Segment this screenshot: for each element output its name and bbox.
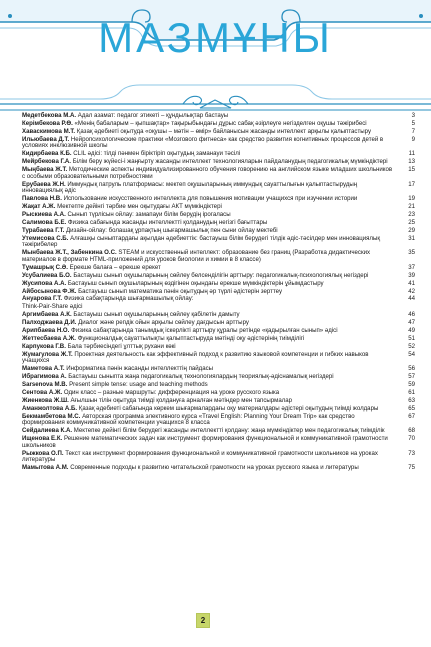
entry-title: Think-Pair-Share әдісі (22, 303, 83, 311)
entry-title: Сынып түрлісын ойлау: замапауи білім берудің ірогаласы (67, 211, 231, 219)
entry-title: Один класс – разные маршруты: дифференциация на уроке русского языка (63, 388, 280, 396)
entry-author: Мамытова А.М. (22, 464, 69, 472)
toc-entry (22, 451, 415, 464)
entry-title: Физика сабақтарында шығармашылық ойлау: (63, 295, 194, 303)
entry-page: 23 (408, 211, 415, 219)
entry-author: Усубалиева Б.О. (22, 271, 72, 279)
entry-page: 11 (408, 150, 415, 158)
entry-title: Бастауыш сынып оқушыларының өздігінен оқындағы ерекше мүмкіндіктерін ұйымдастыру (67, 279, 324, 287)
toc-entry (22, 159, 415, 166)
entry-page: 35 (408, 249, 415, 257)
entry-author: Ануарова Г.Т. (22, 295, 63, 303)
entry-title: Ерекше балаға – ерекше ерекет (69, 263, 161, 271)
entry-page: 47 (408, 319, 415, 327)
entry-page: 42 (408, 287, 415, 295)
page-number: 2 (196, 613, 210, 628)
entry-page: 25 (408, 218, 415, 226)
toc-entry (22, 129, 415, 136)
toc-entry (22, 182, 415, 195)
entry-title: Ағылшын тілін оқытуда тиімді қолдануға арналған мәтіндер мен тапсырмалар (70, 396, 293, 404)
entry-title: Алғашқы сыныптардағы ақылдан әдебиеттік: бастауыш білім берудегі тілдік әдіс-тәсілдер мен инновациялық тәжірибелер (22, 234, 381, 249)
entry-author: Ибрагимова А. (22, 373, 67, 381)
toc-entry (22, 382, 415, 389)
toc-entry (22, 281, 415, 288)
toc-entry (22, 414, 415, 427)
entry-page: 49 (408, 327, 415, 334)
toc-entry (22, 320, 415, 327)
entry-author: Хаваскимова М.Т. (22, 127, 76, 135)
toc-entry (22, 228, 415, 235)
entry-page: 29 (408, 226, 415, 234)
entry-page: 63 (408, 396, 415, 404)
entry-title: Текст как инструмент формирования функциональной и коммуникативной грамотности школьников на уроках литературы (22, 449, 378, 464)
toc-entry (22, 304, 415, 311)
entry-title: Физика сабақтарында танымдық іскерлікті арттыру құралы ретінде «қадырылған сынып» әдісі (71, 327, 338, 334)
entry-page: 59 (408, 381, 415, 389)
entry-page: 9 (411, 135, 415, 143)
entry-title: CLIL әдісі: тілді пәнмен біріктіріп оқытудың заманауи тәсілі (73, 150, 241, 158)
entry-author: Сейдалиева К.А. (22, 427, 73, 435)
entry-author: Утемисова С.Б. (22, 234, 69, 242)
entry-page: 15 (408, 166, 415, 174)
toc-entry (22, 273, 415, 280)
entry-title: Методические аспекты индивидуализированного обучения говорению на английском языке младших школьников с особыми образовательными потребностями (22, 166, 393, 180)
entry-title: Дизайн-ойлау: болашақ ұрпақтың шығармашылық пен сыни ойлау мектебі (66, 226, 278, 234)
entry-title: Авторская программа элективного курса «Travel English: Planning Your Dream Trip» как средство формирования коммуникативной компетенции учащихся 8 класса (22, 412, 355, 427)
toc-entry (22, 374, 415, 381)
entry-author: Карпукова Г.В. (22, 342, 66, 350)
entry-page: 67 (408, 412, 415, 420)
entry-page: 68 (408, 427, 415, 435)
toc-entry (22, 336, 415, 343)
entry-title: Использование искусственного интеллекта для повышения мотивации учащихся при изучении истории (63, 195, 358, 203)
entry-page: 44 (408, 295, 415, 303)
toc-entry (22, 204, 415, 211)
entry-author: Керімбекова Р.Ө. (22, 119, 73, 127)
entry-author: Рыскиева А.А. (22, 211, 66, 219)
entry-title: Функционалдық сауаттылықты қалыптастыруда мәтінді оқу әдістерінің тиімділігі (77, 334, 305, 342)
entry-title: Решение математических задач как инструмент формирования функциональной и коммуникативной грамотности школьников (22, 435, 388, 449)
entry-page: 41 (408, 279, 415, 287)
toc-entry (22, 390, 415, 397)
entry-page: 7 (411, 127, 415, 135)
entry-author: Сентова А.Ж. (22, 388, 63, 396)
table-of-contents (22, 113, 415, 473)
entry-title: Бастауыш сынып оқушыларының сөйлеу қабілетін дамыту (73, 311, 240, 319)
toc-entry (22, 344, 415, 351)
entry-author: Рыжкова О.П. (22, 449, 64, 457)
toc-entry (22, 428, 415, 435)
entry-title: Проектная деятельность как эффективный подход к развитию языковой компетенции и гибких навыков учащихся (22, 350, 369, 365)
entry-author: Маметова А.Т. (22, 365, 65, 373)
entry-author: Тұмашрық С.Ә. (22, 263, 68, 271)
toc-entry (22, 328, 415, 335)
entry-title: Бала тәрбиесіндегі ұлттық рухани көкі (67, 342, 176, 350)
entry-author: Жеттесбаева А.Ж. (22, 334, 76, 342)
toc-entry (22, 296, 415, 303)
entry-author: Мынбаева Ж.Т., Забенкина О.С. (22, 249, 117, 257)
entry-author: Турабаева Г.Т. (22, 226, 65, 234)
toc-entry (22, 265, 415, 272)
toc-entry (22, 236, 415, 249)
entry-page: 70 (408, 435, 415, 443)
toc-entry (22, 220, 415, 227)
toc-entry (22, 250, 415, 263)
entry-title: Адал азамат: педагог этикеті – құндылықтар бастауы (77, 112, 229, 119)
entry-title: Диалог және репдік ойын арқылы сөйлеу дағдысын арттыру (78, 319, 249, 327)
entry-author: Медетбекова М.А. (22, 112, 77, 119)
entry-author: Аргимбаева А.К. (22, 311, 72, 319)
entry-author: Ерубаева Ж.Н. (22, 180, 66, 188)
entry-page: 39 (408, 271, 415, 279)
entry-page: 19 (408, 195, 415, 203)
entry-page: 37 (408, 263, 415, 271)
entry-author: Мыңбаева Ж.Т. (22, 166, 68, 174)
toc-entry (22, 289, 415, 296)
entry-title: Мектепке дейінгі білім берудегі жасанды интеллектті қолдану: жаңа мүмкіндіктер мен педагогикалық тиімділік (73, 427, 385, 435)
entry-author: Бекмамбетова М.С. (22, 412, 81, 420)
toc-entry (22, 137, 415, 150)
entry-author: Арипбаева Н.О. (22, 327, 70, 334)
entry-title: Нейропсихологические практики «Мозгового фитнеса» как средство развития когнитивных процессов детей в условиях инклюзивной школы (22, 135, 384, 150)
toc-entry (22, 121, 415, 128)
entry-page: 13 (408, 158, 415, 166)
entry-title: Білім беру жүйесі-і жаңғырту жасанды интеллект технологияларын пайдаланудың педагогикалық мүмкіндіктері (72, 158, 388, 166)
entry-title: Бастауыш сынып математика пәнін оқытудың әр түрлі әдістерін зерттеу (78, 287, 283, 295)
entry-title: STEAM и искусственный интеллект: образование без границ (Разработка дидактических материалов в формате HTML-приложений для уроков биологии и химии в 8 классе) (22, 249, 371, 263)
entry-author: Кидирбаева К.Б. (22, 150, 72, 158)
entry-author: Жақат А.Ж. (22, 203, 56, 211)
toc-entry (22, 312, 415, 319)
entry-title: Қазақ әдебиеті сабағында көркем шығармалардағы оқу материалдары әдістері оқытудың тиімді жолдары (78, 404, 379, 412)
toc-entry (22, 465, 415, 472)
entry-page: 61 (408, 388, 415, 396)
toc-entry (22, 151, 415, 158)
entry-title: Информатика пәнін жасанды интеллекттің пайдасы (66, 365, 214, 373)
entry-title: Физика сабағында жасанды интеллектті қолданудың негізгі бағыттары (67, 218, 268, 226)
entry-title: Мектепте дейінгі тәрбие мен оқытудағы АКТ мүмкіндіктері (57, 203, 222, 211)
toc-entry (22, 406, 415, 413)
entry-author: Мейрбекова Г.А. (22, 158, 72, 166)
entry-author: Ищенова Е.К. (22, 435, 63, 443)
entry-page: 17 (408, 180, 415, 188)
entry-author: Жумагулова Ж.Т. (22, 350, 73, 358)
entry-author: Павлова Н.В. (22, 195, 62, 203)
entry-author: Палходжаева Д.И. (22, 319, 77, 327)
entry-author: Жиенкова Ж.Ш. (22, 396, 69, 404)
entry-title: «Менің бабаларым – қыпшақтар» тақырыбындағы дұрыс сабақ әзірлеуге негізделген оқушы тәжірибесі (74, 119, 367, 127)
toc-entry (22, 398, 415, 405)
entry-author: Аманжолтова А.Б. (22, 404, 78, 412)
entry-title: Қазақ әдебиеті оқытуда «оқушы – мәтін – өмір» байланысын жасанды интеллект арқылы қалыптастыру (76, 127, 372, 135)
entry-page: 3 (411, 112, 415, 119)
entry-page: 5 (411, 119, 415, 127)
entry-page: 31 (408, 234, 415, 242)
toc-entry (22, 113, 415, 120)
toc-entry (22, 196, 415, 203)
entry-page: 57 (408, 373, 415, 381)
entry-page: 51 (408, 334, 415, 342)
entry-title: Бастауыш сыныпта жаңа педагогикалық технологиялардың теориялық-әдіснамалық негіздері (68, 373, 334, 381)
entry-title: Современные подходы к развитию читательской грамотности на уроках русского языка и литературы (70, 464, 359, 472)
toc-entry (22, 167, 415, 180)
toc-entry (22, 352, 415, 365)
entry-page: 54 (408, 350, 415, 358)
toc-entry (22, 436, 415, 449)
entry-title: Present simple tense: usage and teaching methods (69, 381, 208, 389)
entry-author: Жусипова А.А. (22, 279, 67, 287)
entry-author: Sarsenova M.B. (22, 381, 68, 389)
entry-title: Бастауыш сынып оқушыларының сөйлеу белсенділігін арттыру: педагогикалық-психологиялық негіздері (73, 271, 369, 279)
entry-author: Ильюбаева Д.Т. (22, 135, 70, 143)
entry-page: 46 (408, 311, 415, 319)
entry-page: 21 (408, 203, 415, 211)
entry-page: 56 (408, 365, 415, 373)
entry-page: 75 (408, 464, 415, 472)
page-title: МАЗМҰНЫ (98, 14, 333, 61)
toc-entry (22, 212, 415, 219)
entry-page: 73 (408, 449, 415, 457)
entry-title: Иммундық патруль платформасы: мектеп оқушыларының иммундық сауаттылығын қалыптастырудың инновациялық әдіс (22, 180, 358, 195)
entry-page: 52 (408, 342, 415, 350)
entry-page: 65 (408, 404, 415, 412)
toc-entry (22, 366, 415, 373)
entry-author: Айбосынова Ф.Ж. (22, 287, 77, 295)
entry-author: Салимова Б.Е. (22, 218, 67, 226)
